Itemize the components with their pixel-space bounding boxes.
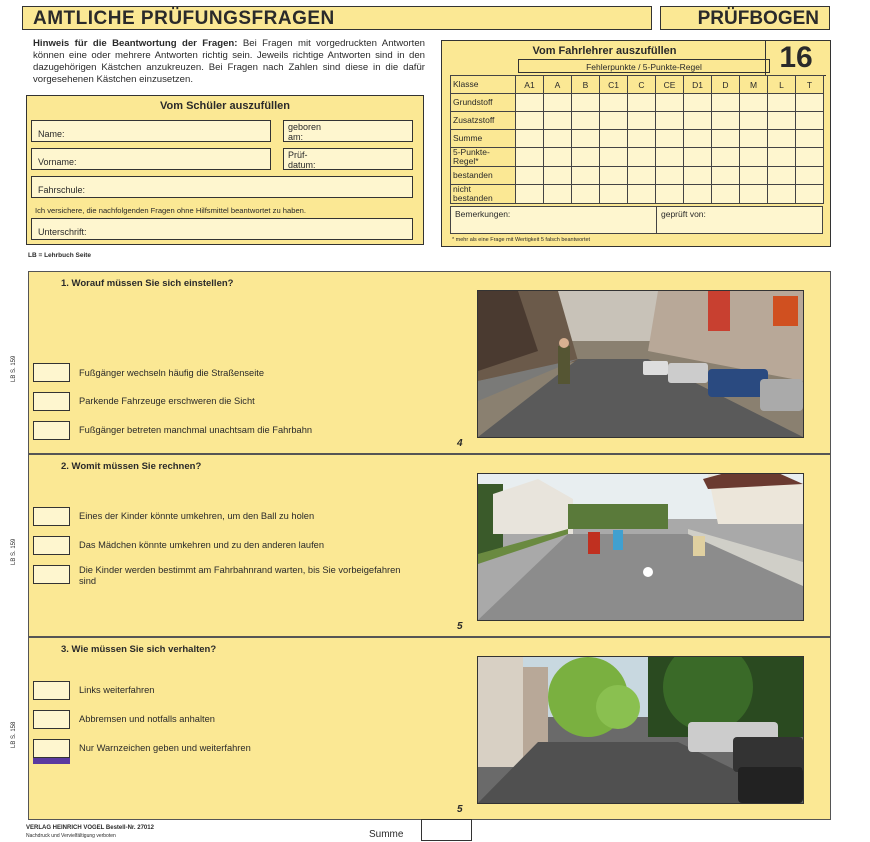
- sheet-title: AMTLICHE PRÜFUNGSFRAGEN: [22, 6, 652, 30]
- grid-cell[interactable]: [740, 148, 768, 167]
- q1-street-photo: [477, 290, 804, 438]
- grid-row-label: Grundstoff: [451, 94, 516, 112]
- grid-class-t: T: [796, 76, 824, 94]
- grid-cell[interactable]: [544, 94, 572, 112]
- teacher-section: [441, 40, 831, 247]
- assurance-text: Ich versichere, die nachfolgenden Fragen ohne Hilfsmittel beantwortet zu haben.: [35, 206, 307, 215]
- grid-cell[interactable]: [600, 94, 628, 112]
- grid-cell[interactable]: [796, 94, 824, 112]
- birthdate-field[interactable]: [283, 120, 413, 142]
- error-points-heading: Fehlerpunkte / 5-Punkte-Regel: [518, 59, 770, 73]
- name-field[interactable]: [31, 120, 271, 142]
- grid-cell[interactable]: [516, 185, 544, 204]
- grid-class-label: Klasse: [451, 76, 516, 94]
- firstname-label: Vorname:: [38, 157, 77, 167]
- grid-cell[interactable]: [572, 112, 600, 130]
- grid-cell[interactable]: [572, 130, 600, 148]
- grid-cell[interactable]: [684, 167, 712, 185]
- grid-cell[interactable]: [544, 185, 572, 204]
- student-heading: Vom Schüler auszufüllen: [160, 100, 290, 112]
- grid-class-a: A: [544, 76, 572, 94]
- q1-points: 4: [457, 438, 463, 449]
- grid-cell[interactable]: [740, 167, 768, 185]
- q3-points: 5: [457, 804, 463, 815]
- copyright-note: Nachdruck und Vervielfältigung verboten: [26, 833, 116, 839]
- birthdate-label: geboren am:: [288, 122, 322, 142]
- grid-row-label: Zusatzstoff: [451, 112, 516, 130]
- sheet-type-title: PRÜFBOGEN: [660, 6, 830, 30]
- sum-field[interactable]: [421, 819, 472, 841]
- grid-cell[interactable]: [740, 112, 768, 130]
- q2-points: 5: [457, 621, 463, 632]
- grid-cell[interactable]: [768, 130, 796, 148]
- grid-cell[interactable]: [684, 130, 712, 148]
- grid-cell[interactable]: [768, 112, 796, 130]
- driving-school-field[interactable]: [31, 176, 413, 198]
- signature-label: Unterschrift:: [38, 227, 87, 237]
- q1-answer-2: Parkende Fahrzeuge erschweren die Sicht: [79, 396, 255, 406]
- question-2-title: 2. Womit müssen Sie rechnen?: [61, 461, 202, 472]
- q2-answer-1-checkbox[interactable]: [33, 507, 70, 526]
- grid-cell[interactable]: [684, 185, 712, 204]
- grid-cell[interactable]: [516, 130, 544, 148]
- grid-cell[interactable]: [768, 148, 796, 167]
- instructions: [33, 38, 425, 86]
- grid-cell[interactable]: [712, 185, 740, 204]
- remarks-label: Bemerkungen:: [455, 209, 511, 219]
- grid-class-m: M: [740, 76, 768, 94]
- question-1-title: 1. Worauf müssen Sie sich einstellen?: [61, 278, 234, 289]
- q3-answer-1: Links weiterfahren: [79, 685, 155, 695]
- driving-school-label: Fahrschule:: [38, 185, 86, 195]
- grid-cell[interactable]: [600, 185, 628, 204]
- question-3-reference: LB S. 158: [11, 721, 17, 748]
- grid-cell[interactable]: [796, 130, 824, 148]
- question-2: [11, 454, 831, 637]
- grid-cell[interactable]: [544, 167, 572, 185]
- grid-class-b: B: [572, 76, 600, 94]
- grid-cell[interactable]: [684, 112, 712, 130]
- remarks-field[interactable]: [450, 206, 823, 234]
- grid-cell[interactable]: [628, 112, 656, 130]
- checked-by-label: geprüft von:: [661, 209, 706, 219]
- q2-answer-2: Das Mädchen könnte umkehren und zu den anderen laufen: [79, 540, 324, 550]
- question-3: [11, 637, 831, 820]
- instructions-heading: Hinweis für die Beantwortung der Fragen:: [33, 38, 238, 49]
- grid-row-label: nicht bestanden: [451, 185, 516, 204]
- q1-answer-2-checkbox[interactable]: [33, 392, 70, 411]
- question-3-title: 3. Wie müssen Sie sich verhalten?: [61, 644, 217, 655]
- grid-cell[interactable]: [768, 167, 796, 185]
- instructions-text: Bei Fragen mit vorgedruckten Antworten können eine oder mehrere Antworten richtig sein. Jeweils richtige Antworten sind in den dazugehörigen Kästchen anzukreuzen. Bei Fragen nach Zahlen sind diese in die dafür vorgesehenen Kästchen einzusetzen.: [33, 38, 425, 85]
- sheet-number: 16: [765, 41, 826, 76]
- q3-answer-3-mark: [33, 758, 70, 764]
- grid-cell[interactable]: [600, 148, 628, 167]
- grid-cell[interactable]: [796, 112, 824, 130]
- sum-label: Summe: [369, 829, 404, 840]
- grid-row-label: Summe: [451, 130, 516, 148]
- score-grid: [450, 75, 824, 204]
- grid-cell[interactable]: [712, 148, 740, 167]
- grid-cell[interactable]: [544, 112, 572, 130]
- grid-cell[interactable]: [628, 130, 656, 148]
- question-1: [11, 271, 831, 454]
- grid-cell[interactable]: [628, 94, 656, 112]
- grid-cell[interactable]: [656, 167, 684, 185]
- signature-field[interactable]: [31, 218, 413, 240]
- grid-class-a1: A1: [516, 76, 544, 94]
- publisher-info: VERLAG HEINRICH VOGEL Bestell-Nr. 27012: [26, 825, 154, 831]
- grid-cell[interactable]: [796, 148, 824, 167]
- textbook-note: LB = Lehrbuch Seite: [28, 252, 92, 259]
- q2-answer-3: Die Kinder werden bestimmt am Fahrbahnrand warten, bis Sie vorbeigefahren sind: [79, 565, 401, 586]
- grid-cell[interactable]: [712, 112, 740, 130]
- grid-class-ce: CE: [656, 76, 684, 94]
- grid-cell[interactable]: [656, 148, 684, 167]
- q3-answer-2-checkbox[interactable]: [33, 710, 70, 729]
- grid-cell[interactable]: [516, 167, 544, 185]
- q2-answer-2-checkbox[interactable]: [33, 536, 70, 555]
- grid-class-c: C: [628, 76, 656, 94]
- grid-cell[interactable]: [516, 94, 544, 112]
- q3-answer-3: Nur Warnzeichen geben und weiterfahren: [79, 743, 251, 753]
- grid-cell[interactable]: [684, 94, 712, 112]
- q1-answer-3: Fußgänger betreten manchmal unachtsam die Fahrbahn: [79, 425, 313, 435]
- grid-cell[interactable]: [796, 185, 824, 204]
- grid-row-label: bestanden: [451, 167, 516, 185]
- q1-answer-1: Fußgänger wechseln häufig die Straßenseite: [79, 368, 265, 378]
- grid-cell[interactable]: [768, 94, 796, 112]
- question-1-reference: LB S. 159: [11, 355, 17, 382]
- teacher-heading: Vom Fahrlehrer auszufüllen: [532, 45, 677, 57]
- grid-cell[interactable]: [572, 148, 600, 167]
- grid-class-l: L: [768, 76, 796, 94]
- exam-date-field[interactable]: [283, 148, 413, 170]
- q1-answer-3-checkbox[interactable]: [33, 421, 70, 440]
- grid-cell[interactable]: [544, 148, 572, 167]
- q3-answer-1-checkbox[interactable]: [33, 681, 70, 700]
- grid-cell[interactable]: [572, 94, 600, 112]
- q3-answer-2: Abbremsen und notfalls anhalten: [79, 714, 215, 724]
- grid-row-label: 5-Punkte-Regel*: [451, 148, 516, 167]
- firstname-field[interactable]: [31, 148, 271, 170]
- grid-cell[interactable]: [768, 185, 796, 204]
- grid-cell[interactable]: [656, 185, 684, 204]
- q3-street-trees-photo: [477, 656, 804, 804]
- exam-date-label: Prüf-datum:: [288, 150, 316, 170]
- grid-cell[interactable]: [712, 130, 740, 148]
- grid-class-c1: C1: [600, 76, 628, 94]
- q2-answer-1: Eines der Kinder könnte umkehren, um den Ball zu holen: [79, 511, 315, 521]
- grid-cell[interactable]: [628, 185, 656, 204]
- grid-cell[interactable]: [656, 112, 684, 130]
- student-section: [26, 95, 424, 245]
- q2-children-playing-photo: [477, 473, 804, 621]
- grid-cell[interactable]: [740, 185, 768, 204]
- footnote: * mehr als eine Frage mit Wertigkeit 5 falsch beantwortet: [452, 237, 591, 243]
- grid-cell[interactable]: [740, 130, 768, 148]
- grid-cell[interactable]: [740, 94, 768, 112]
- grid-cell[interactable]: [600, 112, 628, 130]
- grid-cell[interactable]: [516, 112, 544, 130]
- q1-answer-1-checkbox[interactable]: [33, 363, 70, 382]
- grid-class-d1: D1: [684, 76, 712, 94]
- q2-answer-3-checkbox[interactable]: [33, 565, 70, 584]
- question-2-reference: LB S. 159: [11, 538, 17, 565]
- grid-cell[interactable]: [796, 167, 824, 185]
- grid-cell[interactable]: [600, 130, 628, 148]
- grid-cell[interactable]: [628, 148, 656, 167]
- grid-cell[interactable]: [684, 148, 712, 167]
- grid-class-d: D: [712, 76, 740, 94]
- q3-answer-3-checkbox[interactable]: [33, 739, 70, 758]
- name-label: Name:: [38, 129, 65, 139]
- grid-cell[interactable]: [572, 167, 600, 185]
- grid-cell[interactable]: [600, 167, 628, 185]
- grid-cell[interactable]: [656, 130, 684, 148]
- grid-cell[interactable]: [544, 130, 572, 148]
- grid-cell[interactable]: [572, 185, 600, 204]
- grid-cell[interactable]: [628, 167, 656, 185]
- grid-cell[interactable]: [712, 94, 740, 112]
- grid-cell[interactable]: [656, 94, 684, 112]
- grid-cell[interactable]: [516, 148, 544, 167]
- grid-cell[interactable]: [712, 167, 740, 185]
